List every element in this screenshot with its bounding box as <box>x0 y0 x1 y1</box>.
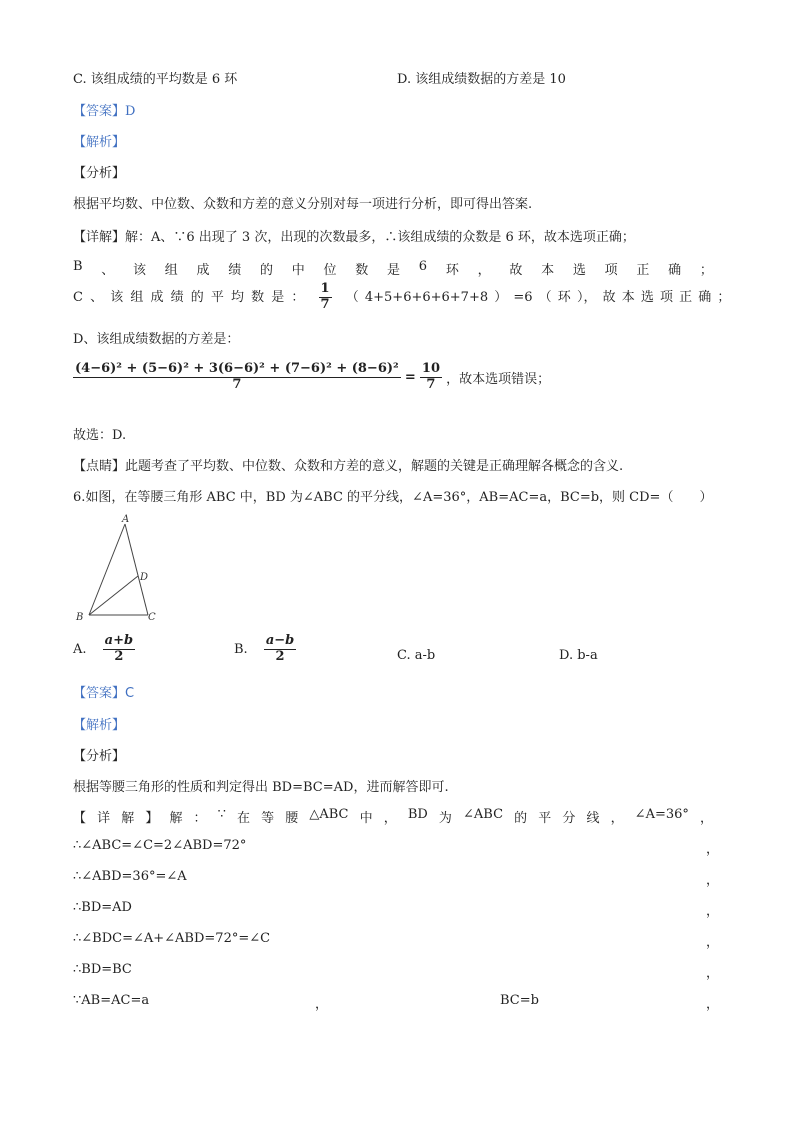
text-token: ∠ABC <box>463 807 504 822</box>
equals-sign: = <box>404 369 416 385</box>
fraction-denominator: 7 <box>320 296 330 312</box>
text-token: ∠A=36° <box>634 807 689 822</box>
side-ab <box>89 524 125 615</box>
last-line-left: ∵AB=AC=a <box>73 993 150 1008</box>
q6-jiexi: 【解析】 <box>73 718 126 733</box>
text-char: 、 <box>101 263 115 278</box>
last-line-right: BC=b <box>500 993 539 1008</box>
q5-detail-line-b <box>73 259 713 278</box>
variance-fraction <box>73 362 401 393</box>
label-d: D <box>140 572 149 583</box>
option-a-tag: A. <box>73 641 87 657</box>
text-char: 组 <box>164 263 178 278</box>
step-comma: ， <box>706 842 720 857</box>
text-char: 绩 <box>228 263 242 278</box>
q5-option-d: D. 该组成绩数据的方差是 10 <box>397 72 566 87</box>
q5-detail-line-a: 【详解】解：A、∵6 出现了 3 次，出现的次数最多，∴该组成绩的众数是 6 环，故本选项正确； <box>73 230 635 245</box>
option-b-denominator: 2 <box>275 648 285 664</box>
result-denominator: 7 <box>426 376 436 392</box>
text-token: 解 <box>169 811 183 826</box>
q5-detail-line-d: D、该组成绩数据的方差是： <box>73 332 240 347</box>
step-comma: ， <box>706 966 720 981</box>
text-char: 本 <box>541 263 555 278</box>
option-b-fraction <box>264 634 296 665</box>
text-token: 平 <box>538 811 552 826</box>
q5-fenxi-heading: 【分析】 <box>73 166 126 181</box>
answer-value: D <box>125 104 136 119</box>
q6-fenxi-heading: 【分析】 <box>73 749 126 764</box>
triangle-figure <box>72 512 168 624</box>
q5-answer <box>73 100 135 119</box>
text-token: ， <box>699 811 713 826</box>
text-token: 解 <box>121 811 135 826</box>
q6-option-d: D. b-a <box>559 648 598 663</box>
text-char: 确 <box>668 263 682 278</box>
last-line-comma: ， <box>706 997 720 1012</box>
q5-dianjing: 【点睛】此题考查了平均数、中位数、众数和方差的意义，解题的关键是正确理解各概念的含义. <box>73 459 624 474</box>
variance-result-fraction <box>420 362 442 393</box>
text-char: 故 <box>509 263 523 278</box>
text-char: 成 <box>196 263 210 278</box>
q5-detail-line-c <box>73 282 730 313</box>
q6-option-b <box>234 634 296 665</box>
text-char: 环 <box>445 263 459 278</box>
text-token: 为 <box>438 811 452 826</box>
q6-answer <box>73 682 134 701</box>
variance-denominator: 7 <box>232 376 242 392</box>
text-token: ∵ <box>217 807 226 822</box>
text-token: 分 <box>562 811 576 826</box>
option-b-tag: B. <box>234 641 248 657</box>
variance-formula <box>73 362 550 393</box>
fraction-numerator: 1 <box>320 281 330 296</box>
line-c-suffix: （ 4+5+6+6+6+7+8 ） =6 （ 环 ）， 故 本 选 项 正 确 ； <box>345 289 731 305</box>
text-char: 的 <box>260 263 274 278</box>
result-numerator: 10 <box>421 361 440 376</box>
q6-option-c: C. a-b <box>397 648 436 663</box>
text-token: 中 <box>359 811 373 826</box>
q6-fenxi-text: 根据等腰三角形的性质和判定得出 BD=BC=AD，进而解答即可. <box>73 780 449 795</box>
step-line: ∴BD=AD <box>73 900 132 915</box>
text-char: 中 <box>291 263 305 278</box>
text-char: B <box>73 259 83 274</box>
text-char: 是 <box>387 263 401 278</box>
q5-jiexi: 【解析】 <box>73 135 126 150</box>
text-char: 该 <box>133 263 147 278</box>
step-comma: ， <box>706 904 720 919</box>
text-token: ， <box>610 811 624 826</box>
answer-tag: 【答案】 <box>73 104 126 119</box>
text-token: ， <box>383 811 397 826</box>
text-char: 数 <box>355 263 369 278</box>
q5-conclusion: 故选：D. <box>73 428 127 443</box>
q6-detail-first-line <box>73 807 713 826</box>
one-seventh-fraction <box>319 282 332 313</box>
text-token: BD <box>407 807 428 822</box>
option-a-numerator: a+b <box>104 633 134 648</box>
step-comma: ， <box>706 873 720 888</box>
text-char: 位 <box>323 263 337 278</box>
step-comma: ， <box>706 935 720 950</box>
text-char: ； <box>699 263 713 278</box>
q5-fenxi-text: 根据平均数、中位数、众数和方差的意义分别对每一项进行分析，即可得出答案. <box>73 197 533 212</box>
label-c: C <box>148 612 156 623</box>
text-char: 6 <box>418 259 428 274</box>
text-char: ， <box>477 263 491 278</box>
text-token: 【 <box>73 811 87 826</box>
label-b: B <box>76 612 84 623</box>
variance-numerator: (4−6)² + (5−6)² + 3(6−6)² + (7−6)² + (8−6)² <box>75 361 399 376</box>
text-char: 项 <box>604 263 618 278</box>
text-token: 等 <box>261 811 275 826</box>
option-b-numerator: a−b <box>265 633 295 648</box>
last-line-mid-comma: ， <box>315 997 329 1012</box>
answer-value: C <box>125 686 135 701</box>
step-line: ∴∠ABC=∠C=2∠ABD=72° <box>73 838 247 853</box>
step-line: ∴BD=BC <box>73 962 132 977</box>
option-a-denominator: 2 <box>114 648 124 664</box>
text-token: 线 <box>586 811 600 826</box>
text-token: 详 <box>97 811 111 826</box>
q5-option-c: C. 该组成绩的平均数是 6 环 <box>73 72 238 87</box>
text-token: ： <box>193 811 207 826</box>
line-c-prefix: C 、 该 组 成 绩 的 平 均 数 是 ： <box>73 289 305 305</box>
step-line: ∴∠ABD=36°=∠A <box>73 869 187 884</box>
text-char: 正 <box>636 263 650 278</box>
option-a-fraction <box>103 634 135 665</box>
text-token: 】 <box>145 811 159 826</box>
q6-option-a <box>73 634 135 665</box>
step-line: ∴∠BDC=∠A+∠ABD=72°=∠C <box>73 931 271 946</box>
side-ac <box>125 524 148 615</box>
text-token: 腰 <box>285 811 299 826</box>
text-char: 选 <box>572 263 586 278</box>
text-token: 在 <box>237 811 251 826</box>
variance-conclusion: ，故本选项错误； <box>446 371 551 387</box>
text-token: △ABC <box>309 807 349 822</box>
answer-tag: 【答案】 <box>73 686 126 701</box>
text-token: 的 <box>514 811 528 826</box>
label-a: A <box>122 514 130 525</box>
q6-stem: 6.如图，在等腰三角形 ABC 中，BD 为∠ABC 的平分线，∠A=36°，AB=AC=a，BC=b，则 CD=（ ） <box>73 490 713 505</box>
